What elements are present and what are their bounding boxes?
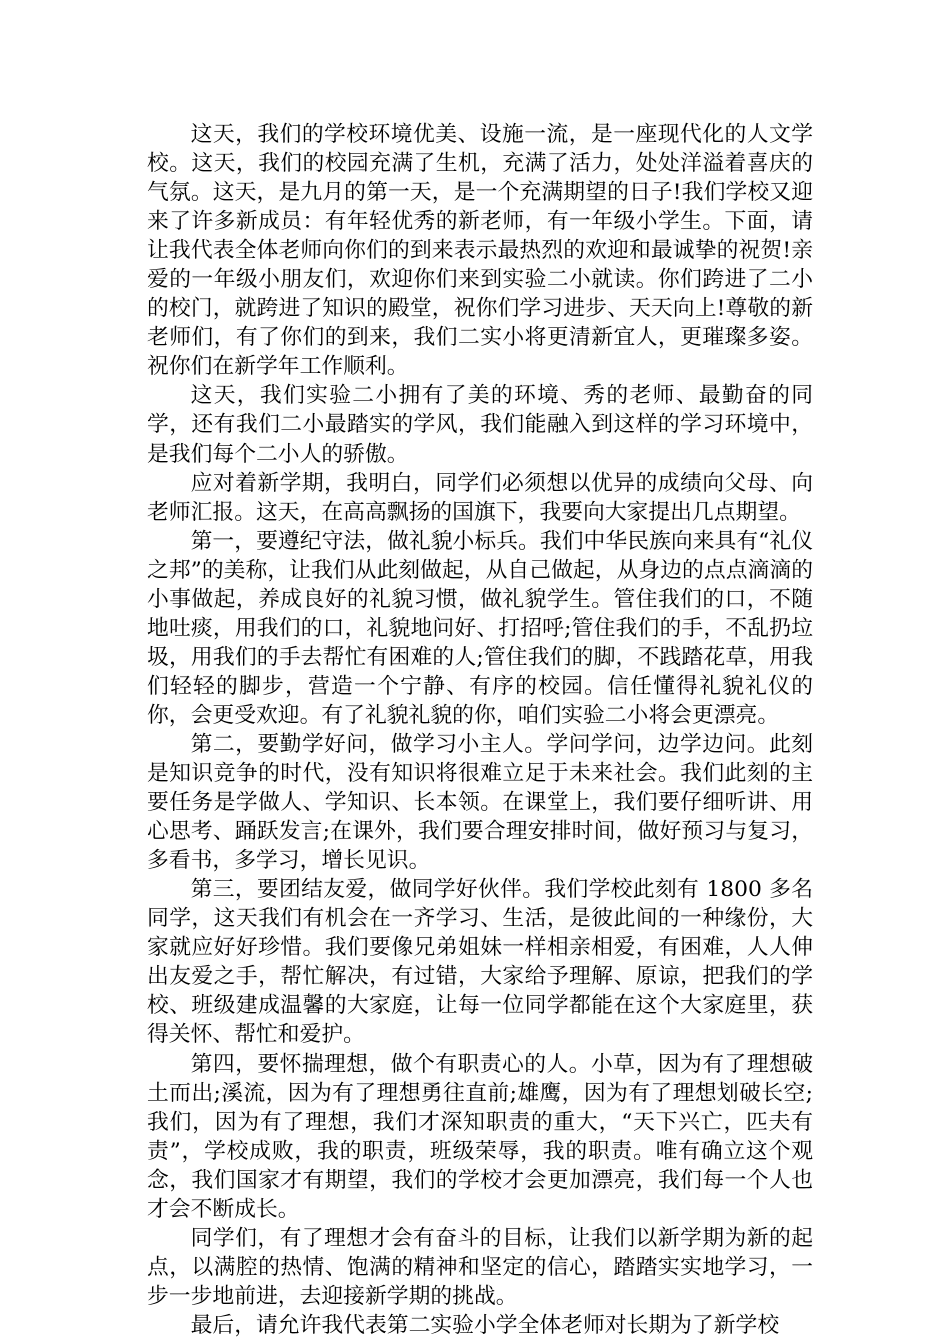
paragraph-7: 第四，要怀揣理想，做个有职责心的人。小草，因为有了理想破土而出;溪流，因为有了理想勇往直前;雄鹰，因为有了理想划破长空;我们，因为有了理想，我们才深知职责的重大，“天下兴亡，匹夫有责”，学校成败，我的职责，班级荣辱，我的职责。唯有确立这个观念，我们国家才有期望，我们的学校才会更加漂亮，我们每一个人也才会不断成长。	[147, 1051, 813, 1222]
paragraph-4: 第一，要遵纪守法，做礼貌小标兵。我们中华民族向来具有“礼仪之邦”的美称，让我们从此刻做起，从自己做起，从身边的点点滴滴的小事做起，养成良好的礼貌习惯，做礼貌学生。管住我们的口，不随地吐痰，用我们的口，礼貌地问好、打招呼;管住我们的手，不乱扔垃圾，用我们的手去帮忙有困难的人;管住我们的脚，不践踏花草，用我们轻轻的脚步，营造一个宁静、有序的校园。信任懂得礼貌礼仪的你，会更受欢迎。有了礼貌礼貌的你，咱们实验二小将会更漂亮。	[147, 528, 813, 728]
paragraph-8: 同学们，有了理想才会有奋斗的目标，让我们以新学期为新的起点，以满腔的热情、饱满的精神和坚定的信心，踏踏实实地学习，一步一步地前进，去迎接新学期的挑战。	[147, 1225, 813, 1309]
document-body	[147, 120, 813, 1340]
paragraph-3: 应对着新学期，我明白，同学们必须想以优异的成绩向父母、向老师汇报。这天，在高高飘扬的国旗下，我要向大家提出几点期望。	[147, 470, 813, 525]
paragraph-6: 第三，要团结友爱，做同学好伙伴。我们学校此刻有 1800 多名同学，这天我们有机会在一齐学习、生活，是彼此间的一种缘份，大家就应好好珍惜。我们要像兄弟姐妹一样相亲相爱，有困难，人人伸出友爱之手，帮忙解决，有过错，大家给予理解、原谅，把我们的学校、班级建成温馨的大家庭，让每一位同学都能在这个大家庭里，获得关怀、帮忙和爱护。	[147, 877, 813, 1048]
paragraph-2: 这天，我们实验二小拥有了美的环境、秀的老师、最勤奋的同学，还有我们二小最踏实的学风，我们能融入到这样的学习环境中，是我们每个二小人的骄傲。	[147, 383, 813, 467]
paragraph-5: 第二，要勤学好问，做学习小主人。学问学问，边学边问。此刻是知识竞争的时代，没有知识将很难立足于未来社会。我们此刻的主要任务是学做人、学知识、长本领。在课堂上，我们要仔细听讲、用心思考、踊跃发言;在课外，我们要合理安排时间，做好预习与复习，多看书，多学习，增长见识。	[147, 731, 813, 874]
paragraph-9: 最后，请允许我代表第二实验小学全体老师对长期为了新学校	[190, 1312, 780, 1338]
paragraph-1: 这天，我们的学校环境优美、设施一流，是一座现代化的人文学校。这天，我们的校园充满了生机，充满了活力，处处洋溢着喜庆的气氛。这天，是九月的第一天，是一个充满期望的日子!我们学校又迎来了许多新成员：有年轻优秀的新老师，有一年级小学生。下面，请让我代表全体老师向你们的到来表示最热烈的欢迎和最诚挚的祝贺!亲爱的一年级小朋友们，欢迎你们来到实验二小就读。你们跨进了二小的校门，就跨进了知识的殿堂，祝你们学习进步、天天向上!尊敬的新老师们，有了你们的到来，我们二实小将更清新宜人，更璀璨多姿。祝你们在新学年工作顺利。	[147, 122, 813, 380]
